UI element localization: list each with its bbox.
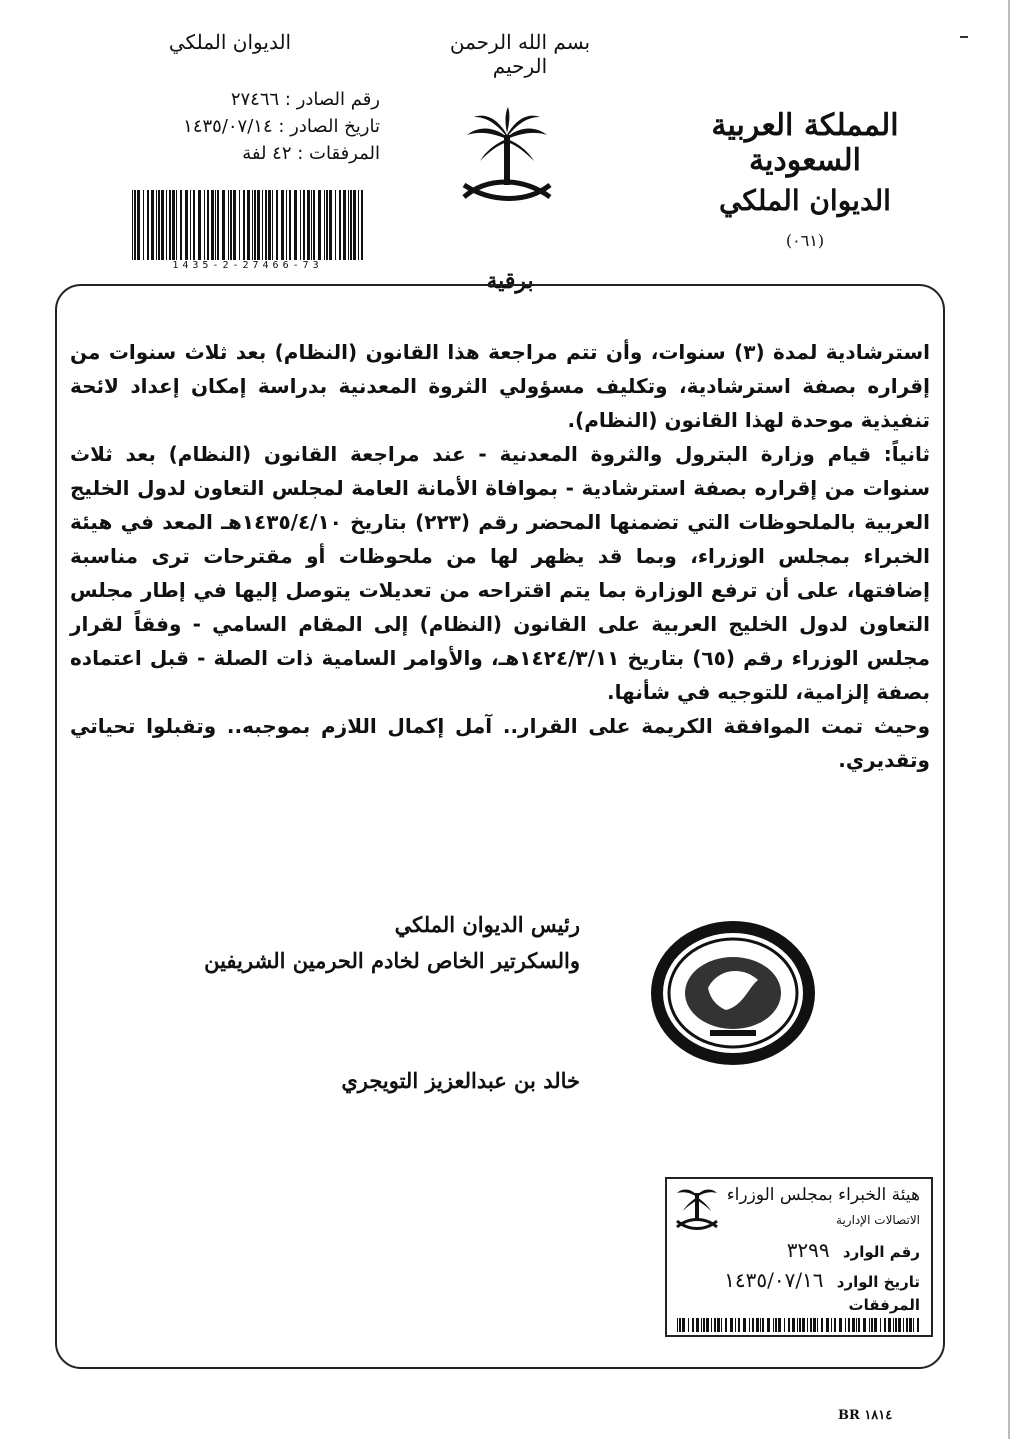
basmala: بسم الله الرحمن الرحيم	[449, 30, 591, 78]
outgoing-meta	[150, 86, 380, 167]
letterhead	[660, 108, 950, 250]
kingdom-name: المملكة العربية السعودية	[711, 108, 899, 178]
scan-mark	[960, 36, 968, 38]
stamp-dept: الاتصالات الإدارية	[836, 1213, 920, 1227]
signatory-title: رئيس الديوان الملكي	[394, 912, 580, 937]
attachments-row	[150, 140, 380, 167]
form-code: (٠٦١)	[785, 231, 825, 250]
outgoing-number-row	[150, 86, 380, 113]
official-seal-icon	[648, 918, 818, 1068]
outgoing-date-label: تاريخ الصادر :	[278, 116, 380, 137]
stamp-attachments-row	[675, 1296, 920, 1314]
outgoing-number-label: رقم الصادر :	[284, 89, 380, 110]
scan-edge	[1008, 0, 1010, 1439]
diwan-top-label: الديوان الملكي	[168, 30, 292, 54]
barcode-number: 1435-2-27466-73	[172, 260, 323, 271]
signatory-subtitle: والسكرتير الخاص لخادم الحرمين الشريفين	[204, 948, 580, 973]
incoming-number-row	[675, 1238, 920, 1262]
attachments-value: ٤٢ لفة	[242, 143, 292, 164]
outgoing-date-row	[150, 113, 380, 140]
signatory-name: خالد بن عبدالعزيز التويجري	[341, 1068, 580, 1093]
stamp-barcode	[675, 1318, 925, 1332]
incoming-date: ١٤٣٥/٠٧/١٦	[724, 1268, 824, 1292]
attachments-label: المرفقات :	[297, 143, 380, 164]
outgoing-date: ١٤٣٥/٠٧/١٤	[183, 116, 273, 137]
footer-code: BR ١٨١٤	[838, 1408, 893, 1423]
stamp-org: هيئة الخبراء بمجلس الوزراء	[726, 1185, 920, 1205]
royal-court-name: الديوان الملكي	[719, 184, 891, 217]
letter-body	[70, 335, 930, 777]
incoming-date-row	[675, 1268, 920, 1292]
body-paragraph: استرشادية لمدة (٣) سنوات، وأن تتم مراجعة هذا القانون (النظام) بعد ثلاث سنوات من إقراره بصفة استرشادية، وتكليف مسؤولي الثروة المعدنية بدراسة إمكان إعداد لائحة تنفيذية موحدة لهذا القانون (النظام).	[70, 340, 930, 432]
incoming-number-label: رقم الوارد	[842, 1243, 920, 1261]
outgoing-number: ٢٧٤٦٦	[230, 89, 280, 110]
document-title: برقية	[486, 268, 534, 294]
stamp-emblem-icon	[673, 1183, 721, 1233]
palm-swords-emblem-icon	[452, 105, 562, 215]
stamp-attachments-label: المرفقات	[848, 1296, 920, 1314]
barcode	[130, 190, 365, 260]
incoming-date-label: تاريخ الوارد	[836, 1273, 920, 1291]
incoming-number: ٣٢٩٩	[786, 1238, 830, 1262]
body-paragraph: وحيث تمت الموافقة الكريمة على القرار.. آمل إكمال اللازم بموجبه.. وتقبلوا تحياتي وتقديري.	[70, 714, 930, 772]
body-paragraph: ثانياً: قيام وزارة البترول والثروة المعدنية - عند مراجعة القانون (النظام) بعد ثلاث سنوات من إقراره بصفة استرشادية - بموافاة الأمانة العامة لمجلس التعاون لدول الخليج العربية بالملحوظات التي تضمنها المحضر رقم (٢٢٣) بتاريخ ١٤٣٥/٤/١٠هـ المعد في هيئة الخبراء بمجلس الوزراء، وبما قد يظهر لها من ملحوظات أو مقترحات ترى مناسبة إضافتها، على أن ترفع الوزارة بما يتم اقتراحه من تعديلات يتوصل إليها في إطار مجلس التعاون لدول الخليج العربية على القانون (النظام) إلى المقام السامي - وفقاً لقرار مجلس الوزراء رقم (٦٥) بتاريخ ١٤٢٤/٣/١١هـ، والأوامر السامية ذات الصلة - قبل اعتماده بصفة إلزامية، للتوجيه في شأنها.	[70, 442, 930, 704]
